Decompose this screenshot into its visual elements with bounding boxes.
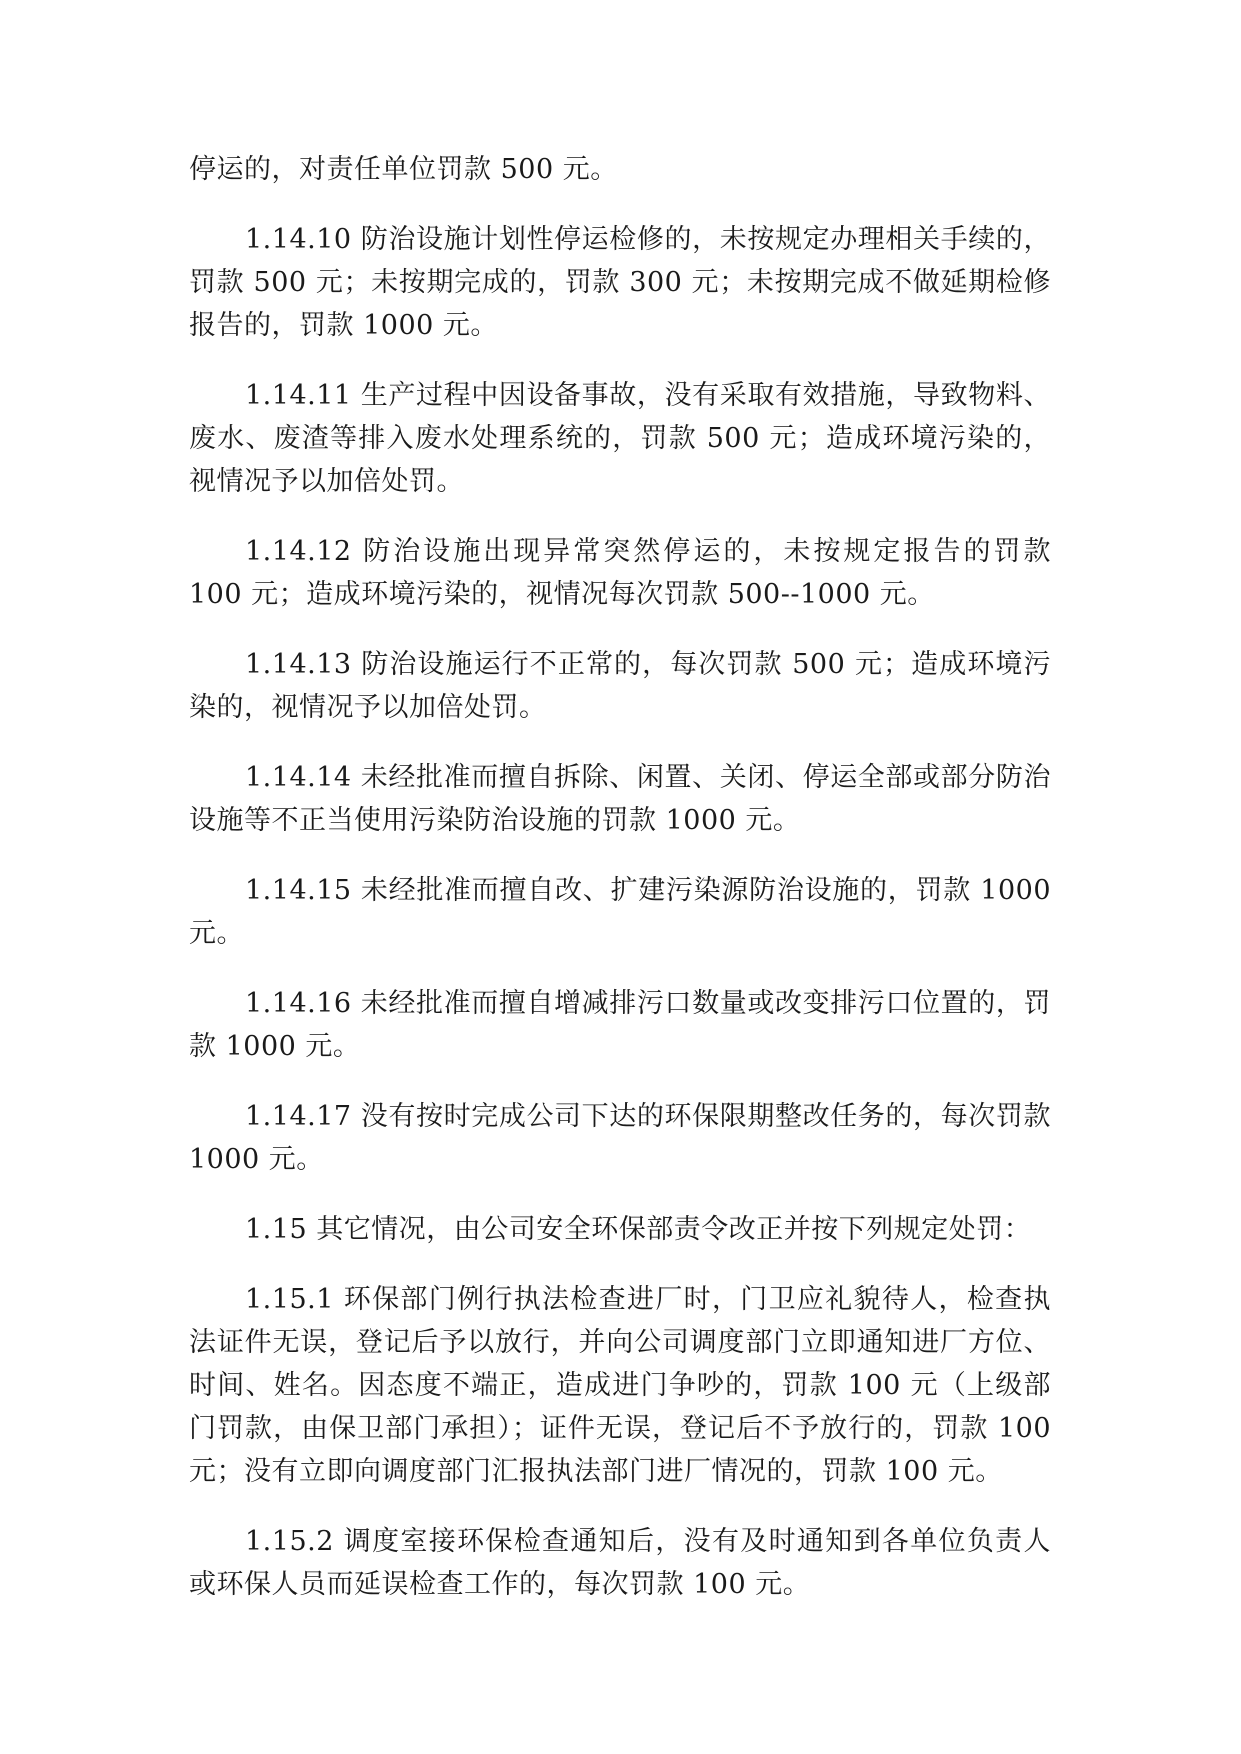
paragraph-1-14-11: 1.14.11 生产过程中因设备事故，没有采取有效措施，导致物料、废水、废渣等排入废水处理系统的，罚款 500 元；造成环境污染的，视情况予以加倍处罚。 (189, 380, 1051, 497)
paragraph-1-14-10: 1.14.10 防治设施计划性停运检修的，未按规定办理相关手续的，罚款 500 元；未按期完成的，罚款 300 元；未按期完成不做延期检修报告的，罚款 1000 元。 (189, 224, 1051, 341)
paragraph-1-15-1: 1.15.1 环保部门例行执法检查进厂时，门卫应礼貌待人，检查执法证件无误，登记后予以放行，并向公司调度部门立即通知进厂方位、时间、姓名。因态度不端正，造成进门争吵的，罚款 100 元（上级部门罚款，由保卫部门承担）；证件无误，登记后不予放行的，罚款 100 元；没有立即向调度部门汇报执法部门进厂情况的，罚款 100 元。 (189, 1284, 1051, 1487)
paragraph-1-14-17: 1.14.17 没有按时完成公司下达的环保限期整改任务的，每次罚款 1000 元。 (189, 1101, 1051, 1175)
paragraph-1-14-16: 1.14.16 未经批准而擅自增减排污口数量或改变排污口位置的，罚款 1000 元。 (189, 988, 1051, 1062)
document-page (189, 148, 1051, 1606)
paragraph-1-15-2: 1.15.2 调度室接环保检查通知后，没有及时通知到各单位负责人或环保人员而延误检查工作的，每次罚款 100 元。 (189, 1526, 1051, 1600)
paragraph-continuation: 停运的，对责任单位罚款 500 元。 (189, 154, 618, 185)
paragraph-1-14-15: 1.14.15 未经批准而擅自改、扩建污染源防治设施的，罚款 1000 元。 (189, 875, 1051, 949)
paragraph-1-14-13: 1.14.13 防治设施运行不正常的，每次罚款 500 元；造成环境污染的，视情况予以加倍处罚。 (189, 649, 1051, 723)
paragraph-1-14-14: 1.14.14 未经批准而擅自拆除、闲置、关闭、停运全部或部分防治设施等不正当使用污染防治设施的罚款 1000 元。 (189, 762, 1051, 836)
paragraph-1-15-heading: 1.15 其它情况，由公司安全环保部责令改正并按下列规定处罚： (245, 1214, 1032, 1245)
paragraph-1-14-12: 1.14.12 防治设施出现异常突然停运的，未按规定报告的罚款 100 元；造成环境污染的，视情况每次罚款 500--1000 元。 (189, 536, 1051, 610)
